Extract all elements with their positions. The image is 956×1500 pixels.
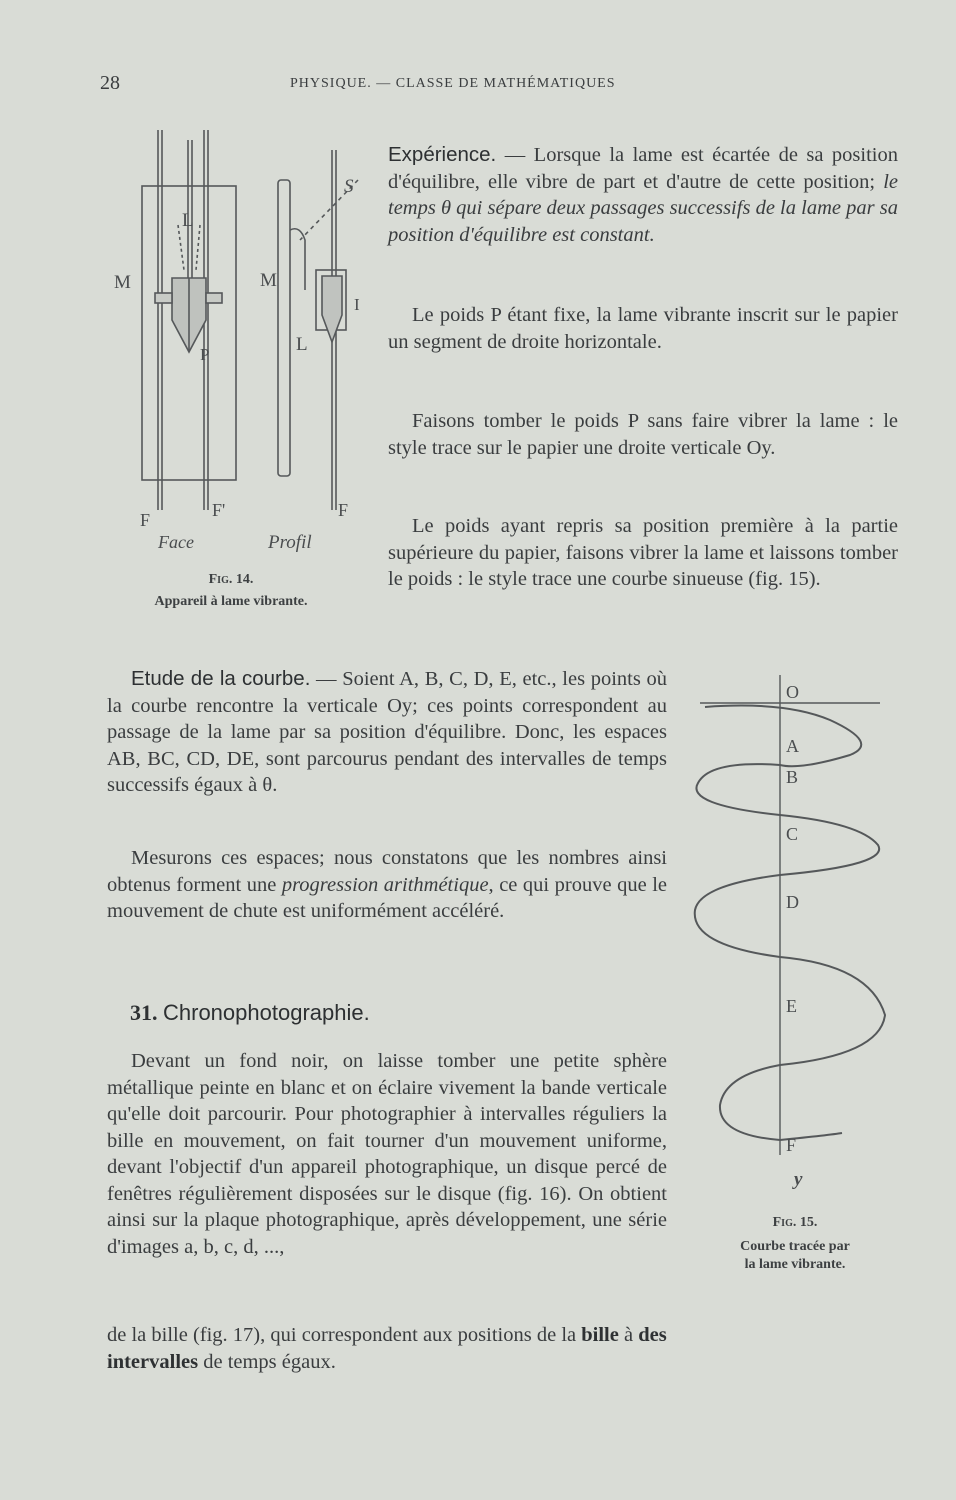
fig14-label-F-right: F: [338, 500, 349, 520]
experience-paragraph: [388, 142, 898, 248]
fig15-point-D: D: [786, 892, 799, 912]
fig14-label-profil: Profil: [268, 532, 312, 553]
etude-heading: Etude de la courbe.: [131, 667, 311, 690]
mesurons-paragraph: [107, 845, 667, 925]
devant-end-bold2: des: [638, 1324, 667, 1346]
mesurons-italic: progression arithmétique: [281, 873, 489, 896]
fig14-caption-text: Appareil à lame vibrante.: [154, 594, 308, 609]
devant-end-mid: à: [618, 1324, 639, 1346]
fig15-point-E: E: [786, 996, 797, 1016]
devant-text: Devant un fond noir, on laisse tomber une petite sphère métallique peinte en blanc et on éclaire vivement la bande verticale qu'elle doit parcourir. Pour photographier à intervalles réguliers la bille en mouvement, on fait tourner d'un mouvement uniforme, devant l'objectif d'un appareil photographique, un disque percé de fenêtres régulièrement disposées sur le disque (fig. 16). On obtient ainsi sur la plaque photographique, après développement, une série d'images a, b, c, d, ...,: [107, 1050, 667, 1258]
fig15-axis-label: y: [794, 1169, 803, 1190]
etude-paragraph: [107, 666, 667, 799]
page-header: [100, 72, 900, 102]
fig14-apparatus-drawing: [100, 130, 380, 560]
devant-end-text: de la bille (fig. 17), qui correspondent aux positions de la: [107, 1324, 582, 1346]
section-31-heading: [130, 1000, 370, 1026]
fig14-caption: [100, 572, 362, 610]
fig14-caption-number: Fig. 14.: [208, 572, 254, 587]
repris-text: Le poids ayant repris sa position première à la partie supérieure du papier, faisons vibrer la lame et laissons tomber le poids : le style trace une courbe sinueuse (fig. 15).: [388, 515, 898, 590]
fig15-caption-line1: Courbe tracée par: [740, 1239, 850, 1254]
devant-end-bold1: bille: [581, 1324, 619, 1346]
mesurons-text1: Mesurons ces espaces; nous constatons que les nombres ainsi obtenus forment une: [107, 847, 667, 896]
repris-paragraph: [388, 513, 898, 593]
fig15-point-C: C: [786, 824, 799, 844]
etude-text: — Soient A, B, C, D, E, etc., les points où la courbe rencontre la verticale Oy; ces points correspondent au passage de la lame par sa position d'équilibre. Donc, les espaces AB, BC, CD, DE, sont parcourus pendant des intervalles de temps successifs égaux à θ.: [107, 668, 667, 796]
mesurons-text2: , ce qui prouve que le mouvement de chute est uniformément accéléré.: [107, 873, 667, 922]
faisons-paragraph: [388, 408, 898, 461]
fig15-caption-number: Fig. 15.: [772, 1215, 818, 1230]
devant-end-line2: de temps égaux.: [198, 1350, 336, 1373]
page-number: 28: [100, 72, 120, 94]
fig14-label-P: P: [200, 345, 210, 364]
fig14-label-F-prime: F': [212, 500, 226, 520]
section-31-title: Chronophotographie.: [163, 1000, 370, 1025]
faisons-text: Faisons tomber le poids P sans faire vibrer la lame : le style trace sur le papier une droite verticale Oy.: [388, 410, 898, 459]
fig15-point-F: F: [786, 1135, 797, 1155]
experience-text: — Lorsque la lame est écartée de sa position d'équilibre, elle vibre de part et d'autre de cette position;: [388, 144, 898, 193]
fig14-label-I: I: [354, 295, 360, 314]
fig15-point-A: A: [786, 736, 799, 756]
fig14-label-F-left: F: [140, 510, 151, 530]
experience-heading: Expérience.: [388, 143, 497, 166]
fig14-label-S: S: [344, 176, 354, 197]
devant-paragraph: [107, 1048, 667, 1260]
section-31-number: 31.: [130, 1000, 158, 1025]
devant-paragraph-end: [107, 1322, 897, 1375]
experience-italic: le temps θ qui sépare deux passages successifs de la lame par sa position d'équilibre est constant.: [388, 170, 898, 246]
fig15-caption-line2: la lame vibrante.: [744, 1257, 846, 1272]
poids-text: Le poids P étant fixe, la lame vibrante inscrit sur le papier un segment de droite horizontale.: [388, 304, 898, 353]
fig15-caption: [685, 1215, 905, 1273]
poids-paragraph: [388, 302, 898, 355]
fig15-point-B: B: [786, 767, 799, 787]
fig15-curve-drawing: [680, 665, 900, 1195]
fig14-label-L-face: L: [182, 210, 194, 231]
fig14-label-L-profil: L: [296, 334, 308, 355]
devant-end-line2-bold: intervalles: [107, 1350, 199, 1373]
fig14-label-face: Face: [158, 532, 194, 552]
fig15-point-O: O: [786, 682, 799, 702]
running-title: PHYSIQUE. — CLASSE DE MATHÉMATIQUES: [290, 76, 616, 91]
fig14-label-M-face: M: [114, 272, 131, 293]
fig14-label-M-profil: M: [260, 270, 277, 291]
